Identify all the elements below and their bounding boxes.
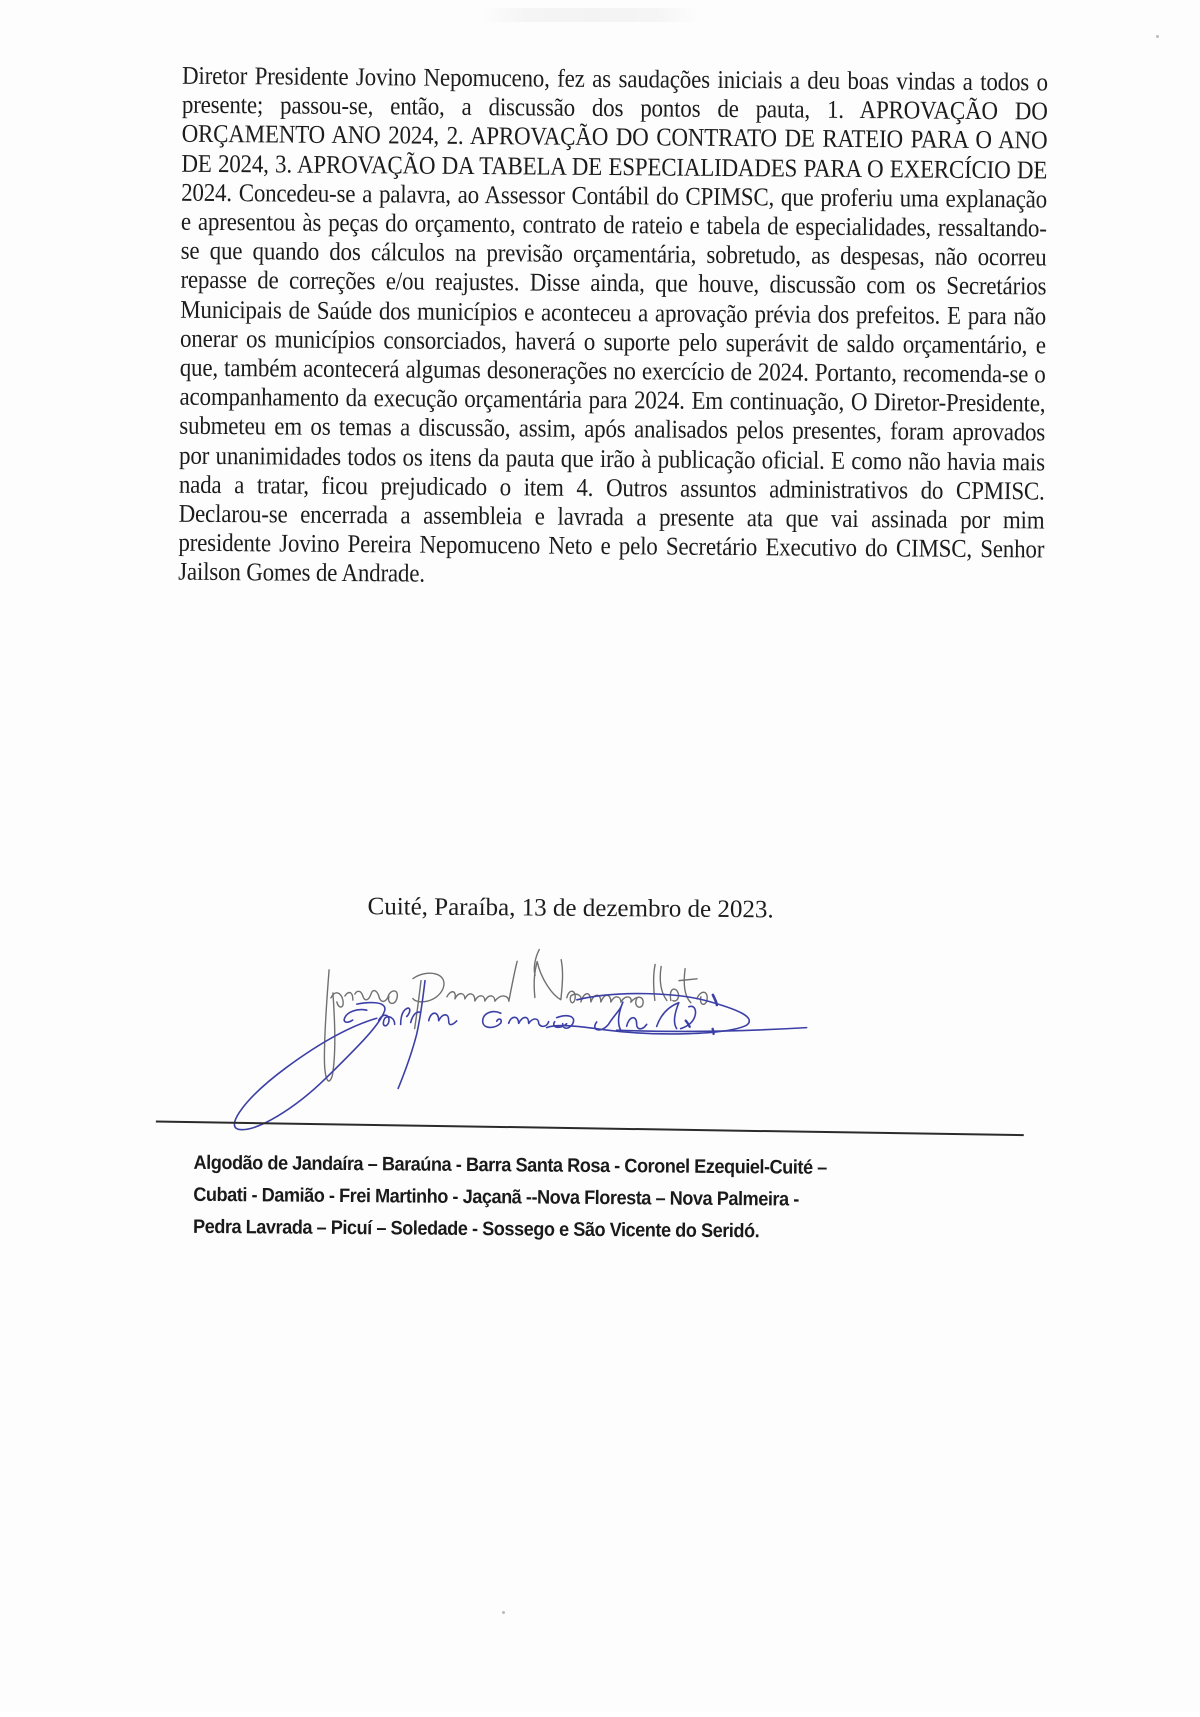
- body-line: exercício de 2024. Portanto, recomenda-se o acompanhamento da execução: [179, 356, 1046, 414]
- body-line: orçamento, contrato de rateio e tabela de especialidades, ressaltando-se que: [180, 208, 1047, 266]
- footer-line: Cubati - Damião - Frei Martinho - Jaçanã --Nova Floresta – Nova Palmeira -: [193, 1183, 799, 1211]
- member-municipalities-footer: [193, 1147, 994, 1249]
- body-line: APROVAÇÃO DO CONTRATO DE RATEIO PARA O ANO DE 2024,: [181, 121, 1048, 179]
- body-line: municípios consorciados, haverá o suporte pelo superávit de saldo: [274, 324, 903, 359]
- body-line: 3. APROVAÇÃO DA TABELA DE ESPECIALIDADES PARA O: [275, 149, 890, 183]
- minutes-paragraph: [178, 61, 1048, 593]
- signature-jailson: [234, 979, 807, 1134]
- body-line: Jovino Pereira Nepomuceno Neto e pelo Secretário Executivo do CIMSC,: [279, 528, 981, 564]
- footer-line: Pedra Lavrada – Picuí – Soledade - Sossego e São Vicente do Seridó.: [192, 1215, 760, 1243]
- body-line: Outros assuntos administrativos do CPMISC. Declarou-se encerrada a: [178, 472, 1045, 530]
- body-line: aprovados por unanimidades todos os itens da pauta que irão à publicação: [179, 417, 1046, 474]
- body-line: ocorreu repasse de correções e/ou reajustes. Disse ainda, que houve,: [180, 242, 1047, 299]
- body-line: EXERCÍCIO DE 2024. Concedeu-se a palavra, ao Assessor Contábil do: [181, 153, 1048, 211]
- body-line: quando dos cálculos na previsão orçamentária, sobretudo, as despesas, não: [252, 236, 978, 272]
- place-and-date: Cuité, Paraíba, 13 de dezembro de 2023.: [367, 893, 774, 924]
- body-line: discussão com os Secretários Municipais de Saúde dos municípios e: [180, 269, 1047, 327]
- body-line: orçamentário, e que, também acontecerá algumas desonerações no: [179, 329, 1046, 386]
- body-line: em os temas a discussão, assim, após analisados pelos presentes, foram: [274, 411, 953, 447]
- body-line: assembleia e lavrada a presente ata que vai assinada por mim presidente: [178, 500, 1045, 558]
- handwritten-signatures-icon: [216, 937, 898, 1142]
- minutes-body: [178, 61, 1048, 593]
- body-line: boas vindas a todos o presente; passou-se, então, a discussão dos pontos de: [181, 65, 1048, 124]
- body-line: Senhor Jailson Gomes de Andrade.: [178, 534, 1045, 589]
- signature-block: [216, 937, 898, 1142]
- body-line: aconteceu a aprovação prévia dos prefeitos. E para não onerar os: [179, 297, 1047, 354]
- footer-line: Algodão de Jandaíra – Baraúna - Barra Santa Rosa - Coronel Ezequiel-Cuité –: [193, 1151, 827, 1179]
- body-line: pauta, 1. APROVAÇÃO DO ORÇAMENTO ANO 2024, 2.: [181, 94, 1048, 151]
- body-line: orçamentária para 2024. Em continuação, O Diretor-Presidente, submeteu: [179, 384, 1046, 441]
- body-line: oficial. E como não havia mais nada a tratar, ficou prejudicado o item 4.: [178, 444, 1046, 502]
- body-line: CPIMSC, que proferiu uma explanação e apresentou às peças do: [180, 181, 1048, 238]
- body-line: Diretor Presidente Jovino Nepomuceno, fez as saudações iniciais a deu: [181, 60, 848, 95]
